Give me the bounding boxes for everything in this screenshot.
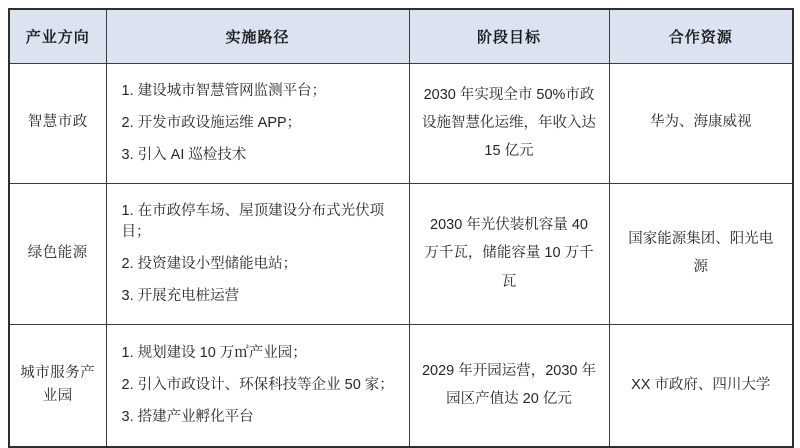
table-row (9, 63, 793, 183)
cell-resources: XX 市政府、四川大学 (609, 324, 793, 447)
path-item: 3. 引入 AI 巡检技术 (121, 146, 247, 163)
col-header-resources: 合作资源 (609, 9, 793, 63)
industry-plan-table (8, 8, 794, 448)
cell-goal: 2030 年实现全市 50%市政设施智慧化运维，年收入达 15 亿元 (409, 63, 609, 183)
path-item: 1. 规划建设 10 万㎡产业园； (121, 344, 307, 361)
path-item: 1. 建设城市智慧管网监测平台； (121, 82, 327, 99)
col-header-goal: 阶段目标 (409, 9, 609, 63)
cell-goal: 2029 年开园运营，2030 年园区产值达 20 亿元 (409, 324, 609, 447)
col-header-direction: 产业方向 (9, 9, 106, 63)
cell-resources: 国家能源集团、阳光电源 (609, 183, 793, 324)
table-row (9, 183, 793, 324)
cell-direction: 绿色能源 (9, 183, 106, 324)
path-item: 1. 在市政停车场、屋顶建设分布式光伏项目； (121, 202, 385, 240)
path-item: 2. 开发市政设施运维 APP； (121, 114, 302, 131)
header-row (9, 9, 793, 63)
cell-path (106, 63, 409, 183)
path-item: 2. 引入市政设计、环保科技等企业 50 家； (121, 376, 394, 393)
cell-path (106, 183, 409, 324)
cell-direction: 智慧市政 (9, 63, 106, 183)
cell-direction: 城市服务产业园 (9, 324, 106, 447)
cell-goal: 2030 年光伏装机容量 40 万千瓦，储能容量 10 万千瓦 (409, 183, 609, 324)
col-header-path: 实施路径 (106, 9, 409, 63)
table-row (9, 324, 793, 447)
path-item: 2. 投资建设小型储能电站； (121, 255, 298, 272)
cell-path (106, 324, 409, 447)
path-item: 3. 开展充电桩运营 (121, 287, 240, 304)
cell-resources: 华为、海康威视 (609, 63, 793, 183)
path-item: 3. 搭建产业孵化平台 (121, 408, 254, 425)
